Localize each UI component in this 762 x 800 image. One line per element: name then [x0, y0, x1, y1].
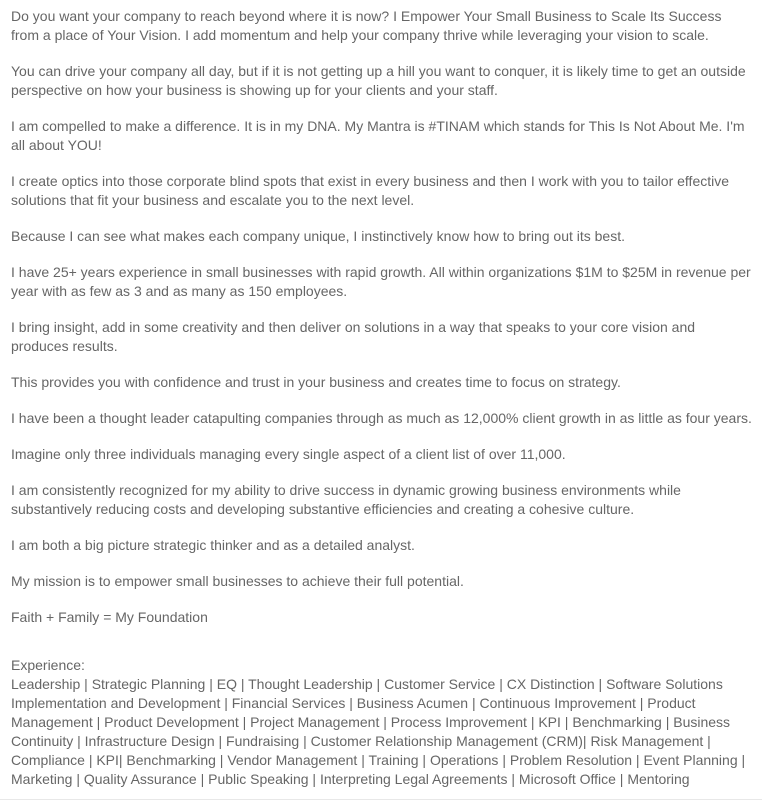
- about-paragraph: I have 25+ years experience in small businesses with rapid growth. All within organizations $1M to $25M in revenue per year with as few as 3 and as many as 150 employees.: [11, 264, 751, 299]
- about-paragraph: I am both a big picture strategic thinker and as a detailed analyst.: [11, 537, 415, 553]
- experience-block: [11, 644, 752, 789]
- about-paragraph: You can drive your company all day, but if it is not getting up a hill you want to conquer, it is likely time to get an outside perspective on how your business is showing up for your clients and your staff.: [11, 63, 746, 98]
- about-paragraph: Imagine only three individuals managing every single aspect of a client list of over 11,000.: [11, 446, 566, 462]
- about-paragraph: My mission is to empower small businesses to achieve their full potential.: [11, 573, 464, 589]
- about-paragraph: This provides you with confidence and trust in your business and creates time to focus on strategy.: [11, 374, 621, 390]
- about-paragraph: I am consistently recognized for my ability to drive success in dynamic growing business environments while substantively reducing costs and developing substantive efficiencies and creating a cohesive culture.: [11, 482, 681, 517]
- about-paragraph: Because I can see what makes each company unique, I instinctively know how to bring out its best.: [11, 228, 625, 244]
- about-paragraph: Do you want your company to reach beyond where it is now? I Empower Your Small Business to Scale Its Success from a place of Your Vision. I add momentum and help your company thrive while leveraging your vision to scale.: [11, 8, 722, 43]
- about-paragraph: I bring insight, add in some creativity and then deliver on solutions in a way that speaks to your core vision and produces results.: [11, 319, 696, 354]
- experience-skills-list: Leadership | Strategic Planning | EQ | Thought Leadership | Customer Service | CX Distinction | Software Solutions Implementation and Development | Financial Services | Business Acumen | Continuous Improvement | Product Management | Product Development | Project Management | Process Improvement | KPI | Benchmarking | Business Continuity | Infrastructure Design | Fundraising | Customer Relationship Management (CRM)| Risk Management | Compliance | KPI| Benchmarking | Vendor Management | Training | Operations | Problem Resolution | Event Planning | Marketing | Quality Assurance | Public Speaking | Interpreting Legal Agreements | Microsoft Office | Mentoring: [11, 676, 746, 787]
- about-paragraph: I am compelled to make a difference. It is in my DNA. My Mantra is #TINAM which stands for This Is Not About Me. I'm all about YOU!: [11, 118, 745, 153]
- experience-label: Experience:: [11, 657, 85, 673]
- about-paragraph: I have been a thought leader catapulting companies through as much as 12,000% client growth in as little as four years.: [11, 410, 752, 426]
- about-paragraph: Faith + Family = My Foundation: [11, 609, 208, 625]
- about-paragraph: I create optics into those corporate blind spots that exist in every business and then I work with you to tailor effective solutions that fit your business and escalate you to the next level.: [11, 173, 730, 208]
